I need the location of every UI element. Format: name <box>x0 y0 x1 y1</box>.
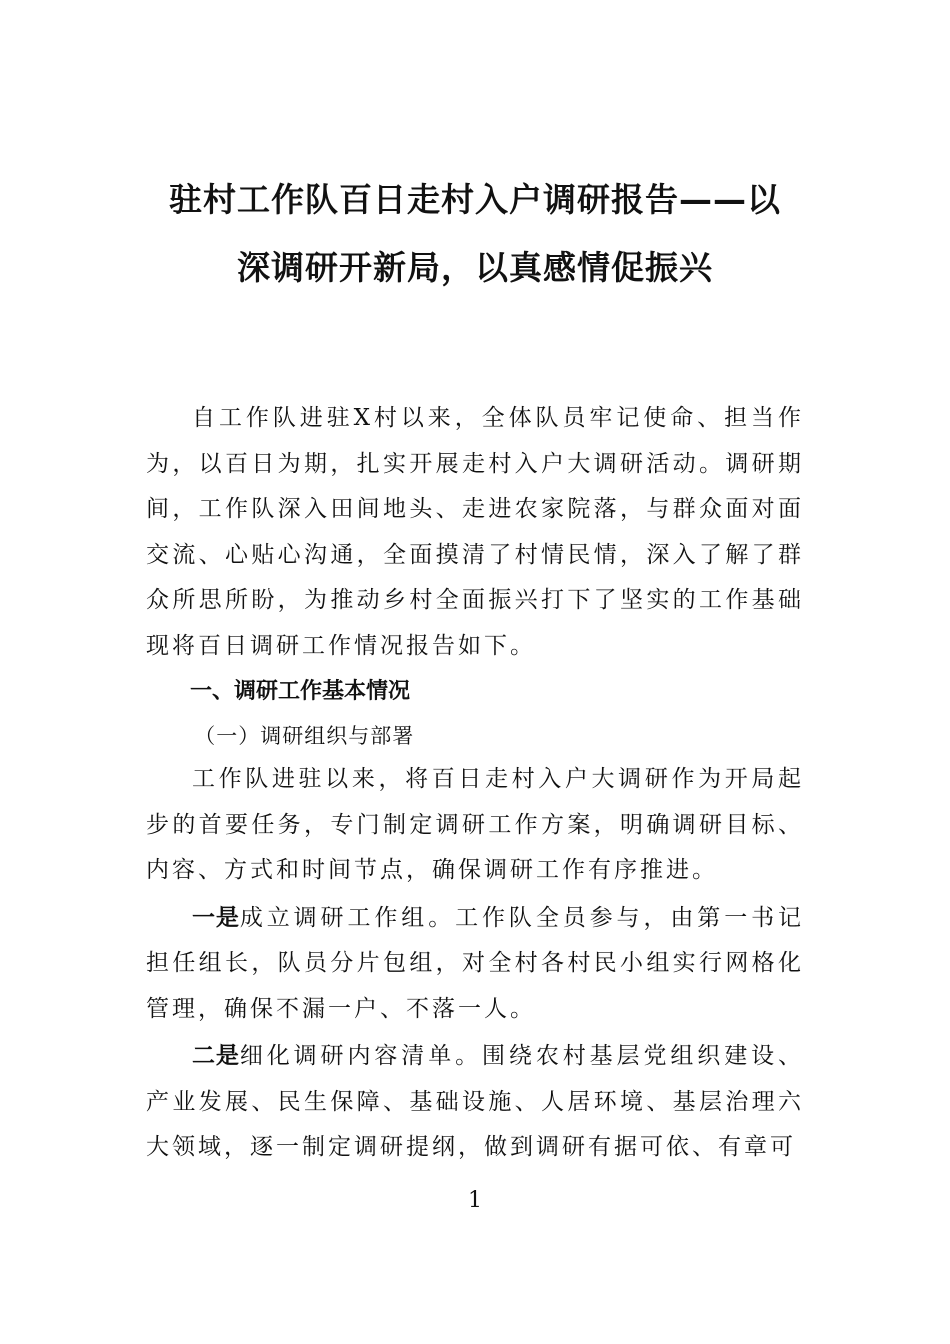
point-paragraph-2 <box>146 1034 804 1171</box>
subsection-heading-1: （一）调研组织与部署 <box>194 724 415 748</box>
document-body <box>146 396 804 1171</box>
point-lead-2: 二是 <box>192 1043 240 1069</box>
point-text-2: 细化调研内容清单。围绕农村基层党组织建设、产业发展、民生保障、基础设施、人居环境、基层治理六大领域，逐一制定调研提纲，做到调研有据可依、有章可 <box>146 1043 805 1160</box>
section-heading-1: 一、调研工作基本情况 <box>190 679 411 704</box>
document-title <box>0 166 950 302</box>
point-paragraph-1 <box>146 896 804 1033</box>
point-lead-1: 一是 <box>192 904 240 931</box>
title-line-1: 驻村工作队百日走村入户调研报告——以 <box>169 180 781 219</box>
body-paragraph-1: 工作队进驻以来，将百日走村入户大调研作为开局起步的首要任务，专门制定调研工作方案，明确调研目标、内容、方式和时间节点，确保调研工作有序推进。 <box>146 766 804 883</box>
point-text-1: 成立调研工作组。工作队全员参与，由第一书记担任组长，队员分片包组，对全村各村民小组实行网格化管理，确保不漏一户、不落一人。 <box>146 904 805 1022</box>
page-number: 1 <box>468 1188 482 1213</box>
intro-paragraph: 自工作队进驻X村以来，全体队员牢记使命、担当作为，以百日为期，扎实开展走村入户大调研活动。调研期间，工作队深入田间地头、走进农家院落，与群众面对面交流、心贴心沟通，全面摸清了村情民情，深入了解了群众所思所盼，为推动乡村全面振兴打下了坚实的工作基础现将百日调研工作情况报告如下。 <box>146 405 804 659</box>
title-line-2: 深调研开新局，以真感情促振兴 <box>237 248 713 287</box>
